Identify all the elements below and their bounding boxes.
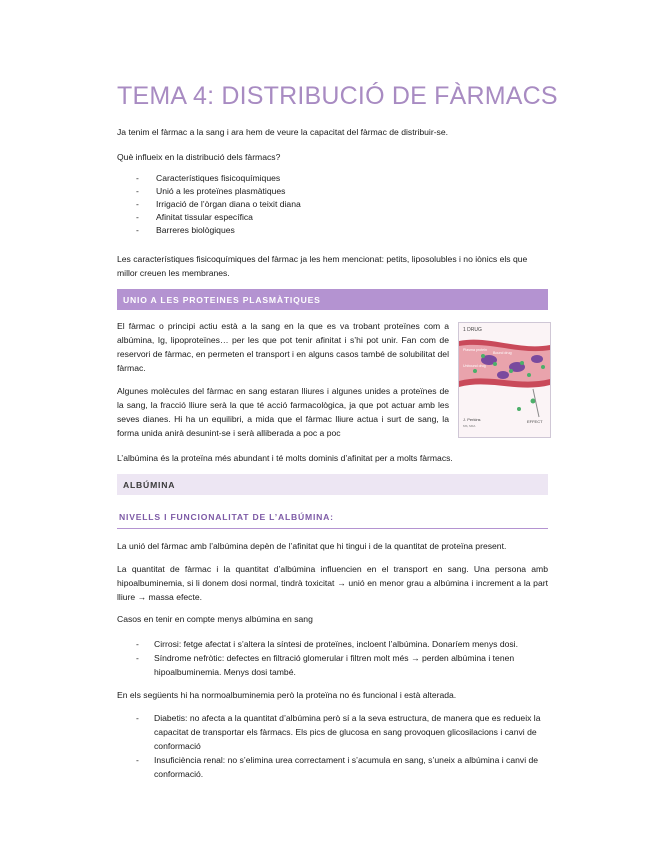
list-item: - Síndrome nefròtic: defectes en filtració glomerular i filtren molt més → perden albúmina i tenen hipoalbuminemia. Menys dosi també. <box>136 651 548 679</box>
section-heading-levels: NIVELLS I FUNCIONALITAT DE L’ALBÚMINA: <box>117 512 548 529</box>
figure-label-unbound: Unbound drug <box>463 364 486 368</box>
intro-paragraph: Ja tenim el fàrmac a la sang i ara hem de veure la capacitat del fàrmac de distribuir-se. <box>117 127 449 137</box>
section1-paragraph-1: El fàrmac o principi actiu està a la sang en la que es va trobant proteïnes com a albúmina, Ig, lipoproteïnes… per les que pot tenir afinitat i s’hi pot unir. Fan com de reservori de fàrmac, en permeten el transport i en alguns casos també de solubilitat del fàrmac. <box>117 321 449 373</box>
physchem-paragraph: Les característiques fisicoquímiques del fàrmac ja les hem mencionat: petits, liposolubles i no iònics els que millor creuen les membranes. <box>117 254 528 278</box>
section-heading-proteins: UNIO A LES PROTEINES PLASMÀTIQUES <box>117 289 548 310</box>
figure-label-effect: EFFECT <box>527 419 543 424</box>
figure-credit: J. Perkins <box>463 417 481 422</box>
factors-list <box>136 172 536 237</box>
section-heading-albumin: ALBÚMINA <box>117 474 548 495</box>
list-item: - Cirrosi: fetge afectat i s’altera la síntesi de proteïnes, incloent l’albúmina. Donaríem menys dosi. <box>136 637 548 651</box>
question-paragraph: Què influeix en la distribució dels fàrmacs? <box>117 152 281 162</box>
list-item: - Barreres biològiques <box>136 224 536 237</box>
figure-credit-2: MS, MFA <box>463 424 476 428</box>
section1-paragraph-2: Algunes molècules del fàrmac en sang estaran lliures i algunes unides a proteïnes de la sang, la fracció lliure serà la que té acció farmacològica, ja que pot actuar amb les seves dianes. Hi ha un equilibri, a mida que el fàrmac lliure actua i surt de sang, la forma unida anirà desunint-se i serà alliberada a poc a poc <box>117 386 449 438</box>
section1-paragraph-3: L’albúmina és la proteïna més abundant i té molts dominis d’afinitat per a molts fàrmacs. <box>117 453 453 463</box>
page-title: TEMA 4: DISTRIBUCIÓ DE FÀRMACS <box>117 82 558 110</box>
list-item: - Afinitat tissular específica <box>136 211 536 224</box>
section3-paragraph-4: En els següents hi ha normoalbuminemia però la proteïna no és funcional i està alterada. <box>117 690 457 700</box>
blood-vessel-figure <box>459 323 550 437</box>
list-item: - Insuficiència renal: no s’elimina urea correctament i s’acumula en sang, s’uneix a albúmina i canvi de conformació. <box>136 753 548 781</box>
list-item: - Unió a les proteïnes plasmàtiques <box>136 185 536 198</box>
drug-binding-illustration <box>458 322 551 438</box>
section3-paragraph-2: La quantitat de fàrmac i la quantitat d’albúmina influencien en el transport en sang. Una persona amb hipoalbuminemia, si li donem dosi normal, tindrà toxicitat → unió en menor grau a albúmina i increment a la part lliure → massa efecte. <box>117 564 548 602</box>
figure-label-drug: 1 DRUG <box>463 327 482 333</box>
section3-paragraph-3: Casos en tenir en compte menys albúmina en sang <box>117 614 313 624</box>
list-item: - Irrigació de l’òrgan diana o teixit diana <box>136 198 536 211</box>
section3-paragraph-1: La unió del fàrmac amb l’albúmina depèn de l’afinitat que hi tingui i de la quantitat de proteïna present. <box>117 541 507 551</box>
list-item: - Diabetis: no afecta a la quantitat d’albúmina però sí a la seva estructura, de manera que es redueix la capacitat de transportar els fàrmacs. Els pics de glucosa en sang provoquen glicosilacions i canvi de conformació <box>136 711 548 753</box>
cases-list <box>136 637 548 679</box>
figure-label-bound: Bound drug <box>493 351 512 355</box>
altered-list <box>136 711 548 781</box>
list-item: - Característiques fisicoquímiques <box>136 172 536 185</box>
figure-label-plasma: Plasma protein <box>463 348 487 352</box>
